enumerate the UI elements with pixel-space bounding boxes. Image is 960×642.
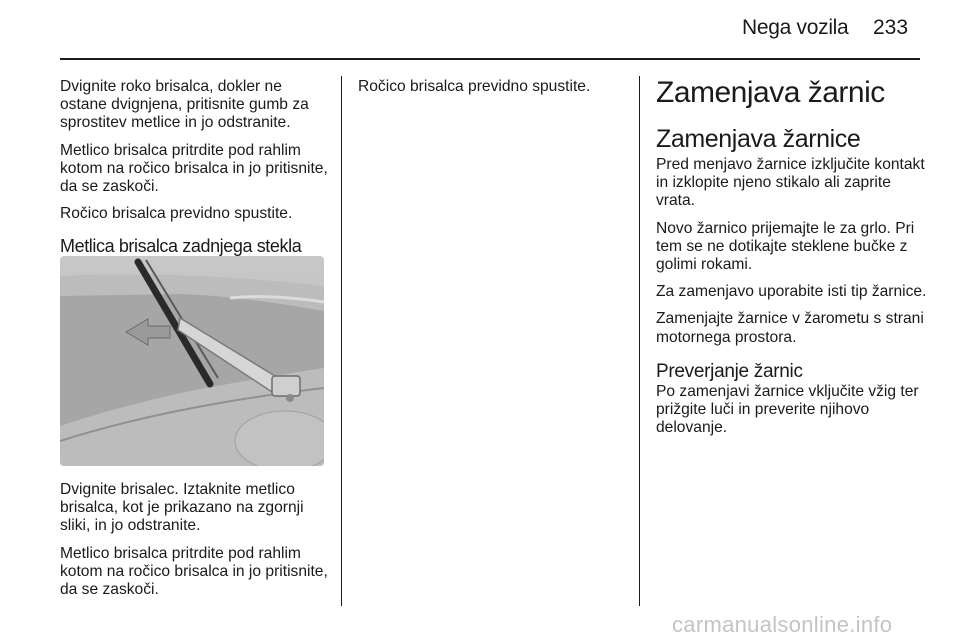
column-3 — [656, 78, 928, 446]
paragraph: Zamenjajte žarnice v žarometu s strani motornega prostora. — [656, 310, 924, 346]
watermark: carmanualsonline.info — [672, 612, 893, 637]
column-divider-2 — [639, 76, 640, 606]
paragraph: Metlico brisalca pritrdite pod rahlim kotom na ročico brisalca in jo pritisnite, da se zaskoči. — [60, 544, 328, 599]
paragraph: Metlico brisalca pritrdite pod rahlim kotom na ročico brisalca in jo pritisnite, da se zaskoči. — [60, 141, 328, 196]
paragraph: Pred menjavo žarnice izključite kontakt in izklopite njeno stikalo ali zaprite vrata. — [656, 156, 925, 210]
page-number: 233 — [873, 16, 909, 39]
paragraph: Po zamenjavi žarnice vključite vžig ter prižgite luči in preverite njihovo delovanje. — [656, 382, 919, 437]
paragraph: Dvignite roko brisalca, dokler ne ostane dvignjena, pritisnite gumb za sprostitev metlice in jo odstranite. — [60, 78, 309, 132]
paragraph: Dvignite brisalec. Iztaknite metlico brisalca, kot je prikazano na zgornji sliki, in jo odstranite. — [60, 481, 304, 535]
section-heading-bulb-replacement: Zamenjava žarnice — [656, 125, 861, 153]
chapter-title: Zamenjava žarnic — [656, 76, 885, 109]
section-heading-bulb-check: Preverjanje žarnic — [656, 360, 803, 382]
column-1-continued — [60, 481, 332, 608]
column-1 — [60, 78, 332, 256]
column-divider-1 — [341, 76, 342, 606]
paragraph: Ročico brisalca previdno spustite. — [358, 78, 591, 95]
paragraph: Ročico brisalca previdno spustite. — [60, 205, 293, 223]
page-header — [0, 0, 960, 62]
column-2 — [358, 78, 628, 105]
subheading-rear-wiper: Metlica brisalca zadnjega stekla — [60, 236, 302, 257]
header-rule — [60, 58, 920, 60]
rear-wiper-illustration — [60, 256, 324, 466]
paragraph: Za zamenjavo uporabite isti tip žarnice. — [656, 283, 927, 301]
section-title: Nega vozila — [742, 16, 849, 39]
paragraph: Novo žarnico prijemajte le za grlo. Pri tem se ne dotikajte steklene bučke z golimi rokami. — [656, 219, 915, 274]
